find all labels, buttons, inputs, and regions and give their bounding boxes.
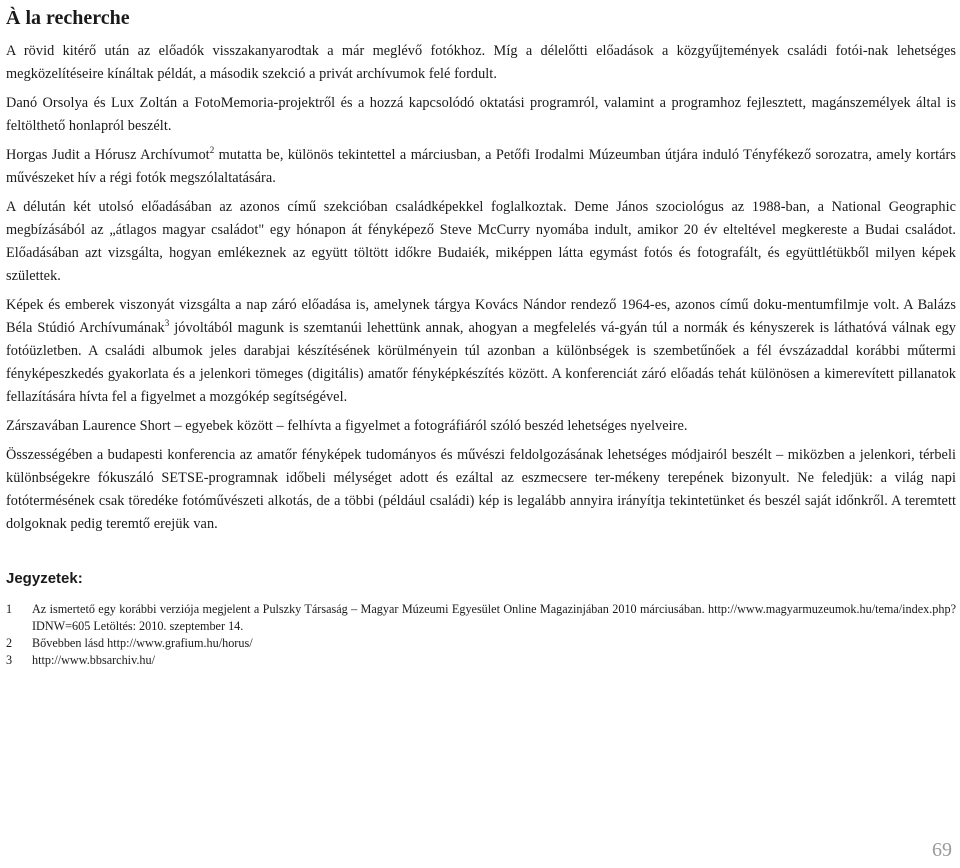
notes-title: Jegyzetek: [6,570,83,587]
footnote [6,601,956,635]
paragraph-text: Horgas Judit a Hórusz Archívumot [6,147,210,163]
paragraph-text: jóvoltából magunk is szemtanúi lehettünk annak, ahogyan a megfelelés vá-gyán túl a normák és kényszerek is láthatóvá válnak egy fotóüzletben. A családi albumok jeles darabjai készítésének körülményein túl azonban a különbségek is szembetűnőek a fél évszázaddal korábbi műtermi fényképeszkedés gyakorlata és a jelenkori tömeges (digitális) amatőr fényképkészítés között. A konferenciát záró előadás tehát különösen a kimerevített pillanatok fellazítására hívta fel a figyelmet a mozgókép segítségével. [6,320,956,405]
footnote [6,652,956,669]
footnote-text: Az ismertető egy korábbi verziója megjelent a Pulszky Társaság – Magyar Múzeumi Egyesület Online Magazinjában 2010 márciusában. http://www.magyarmuzeumok.hu/tema/index.php?IDNW=605 Letöltés: 2010. szeptember 14. [32,602,956,633]
footnote-text: http://www.bbsarchiv.hu/ [32,653,155,667]
footnote-number: 3 [6,653,13,667]
footnote-ref: 3 [164,318,170,329]
paragraph: Összességében a budapesti konferencia az amatőr fényképek tudományos és művészi feldolgozásának lehetséges módjairól beszélt – miközben a jelenkori, térbeli különbségekre fókuszáló SETSE-programnak időbeli mélységet adott és ezáltal az eszmecsere ter-mékeny terepének bizonyult. Ne feledjük: a világ napi fotótermésének csak töredéke fotóművészeti alkotás, de a többi (például családi) kép is legalább annyira irányítja tekintetünket és beszél saját időnkről. A teremtett dolgoknak pedig teremtő erejük van. [6,447,956,532]
paragraph: A rövid kitérő után az előadók visszakanyarodtak a már meglévő fotókhoz. Míg a délelőtti előadások a közgyűjtemények családi fotói-nak lehetséges megközelítéseire kínáltak példát, a második szekció a privát archívumok felé fordult. [6,43,956,82]
paragraph [6,294,956,409]
paragraph: Zárszavában Laurence Short – egyebek között – felhívta a figyelmet a fotográfiáról szóló beszéd lehetséges nyelveire. [6,418,688,434]
footnote-number: 2 [6,636,13,650]
footnote [6,635,956,652]
paragraph: A délután két utolsó előadásában az azonos című szekcióban családképekkel foglalkoztak. Deme János szociológus az 1988-ban, a National Geographic megbízásából az „átlagos magyar családot" egy hónapon át fényképező Steve McCurry nyomába indult, amikor 20 év elteltével megkereste a Budai családot. Előadásában azt vizsgálta, hogyan emlékeznek az együtt töltött időkre Budaiék, miképpen látta egymást fotós és fotografált, és együttlétükből milyen képek születtek. [6,199,956,284]
paragraph-text: Képek és emberek viszonyát vizsgálta a nap záró előadása is, amelynek tárgya Kovács Nándor rendező 1964-es, azonos című doku-mentumfilmje volt. A Balázs Béla Stúdió Archívumának [6,297,956,336]
paragraph [6,144,956,190]
footnote-text: Bővebben lásd http://www.grafium.hu/horus/ [32,636,253,650]
page-number: 69 [932,839,952,861]
section-heading: À la recherche [6,7,130,29]
footnote-number: 1 [6,602,13,616]
document-page [6,0,956,669]
footnote-ref: 2 [209,145,215,156]
paragraph-text: mutatta be, különös tekintettel a márciusban, a Petőfi Irodalmi Múzeumban útjára induló Tényfékező sorozatra, amely kortárs művészeket hív a régi fotók megszólaltatására. [6,147,956,186]
paragraph: Danó Orsolya és Lux Zoltán a FotoMemoria-projektről és a hozzá kapcsolódó oktatási programról, valamint a programhoz fejlesztett, magánszemélyek által is feltölthető honlapról beszélt. [6,95,956,134]
